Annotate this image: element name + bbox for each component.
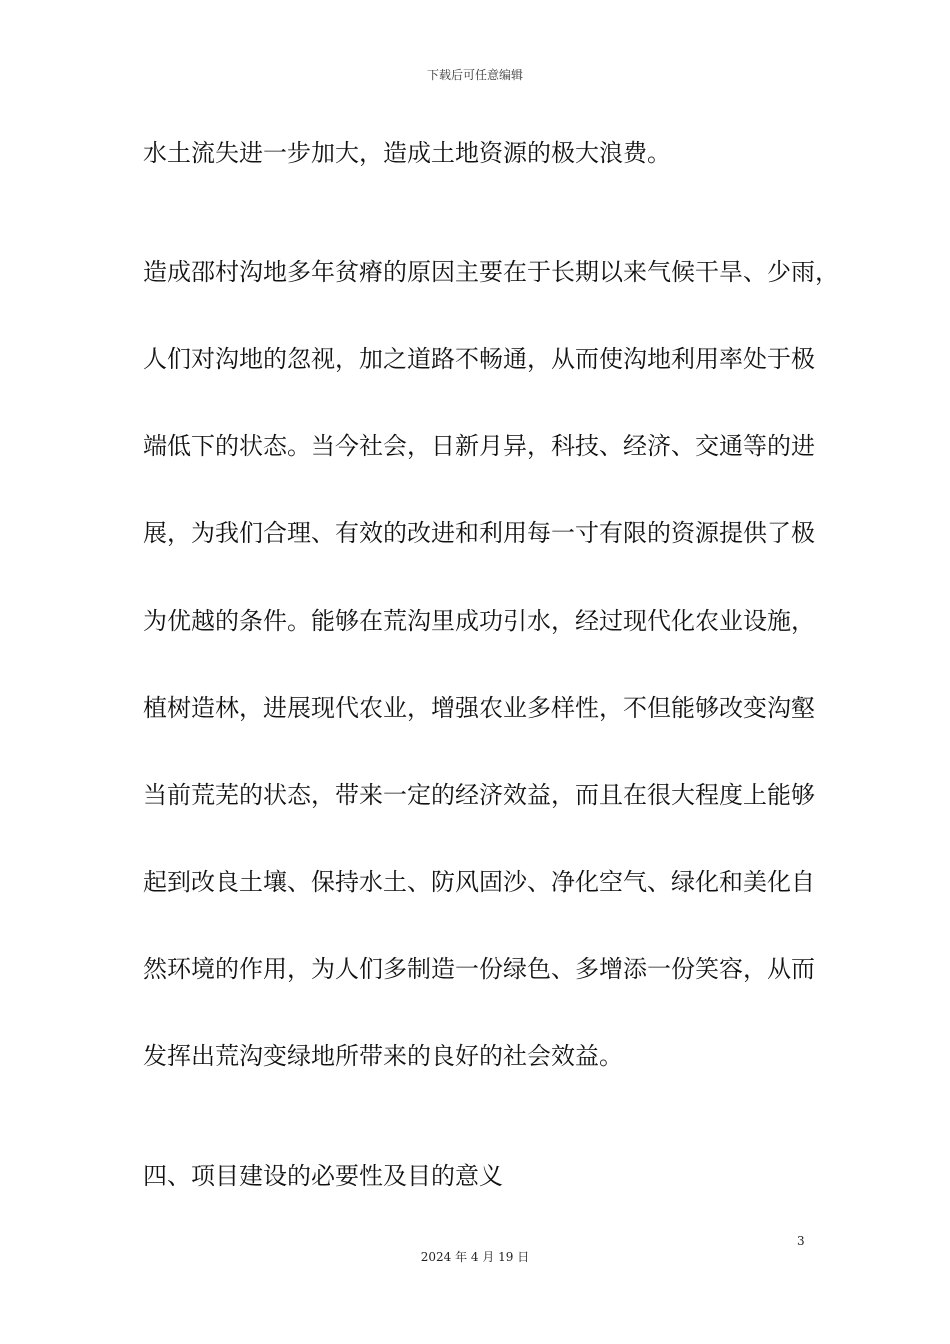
paragraph-line: 展，为我们合理、有效的改进和利用每一寸有限的资源提供了极 (143, 519, 815, 547)
paragraph-line: 造成邵村沟地多年贫瘠的原因主要在于长期以来气候干旱、少雨， (143, 258, 839, 286)
section-heading: 四、项目建设的必要性及目的意义 (143, 1162, 503, 1190)
paragraph-line: 然环境的作用，为人们多制造一份绿色、多增添一份笑容，从而 (143, 955, 815, 983)
paragraph-line: 人们对沟地的忽视，加之道路不畅通，从而使沟地利用率处于极 (143, 345, 815, 373)
paragraph-line: 当前荒芜的状态，带来一定的经济效益，而且在很大程度上能够 (143, 781, 815, 809)
paragraph-line: 起到改良土壤、保持水土、防风固沙、净化空气、绿化和美化自 (143, 868, 815, 896)
page-header: 下载后可任意编辑 (426, 68, 523, 82)
paragraph-line: 植树造林，进展现代农业，增强农业多样性，不但能够改变沟壑 (143, 694, 815, 722)
paragraph-line: 端低下的状态。当今社会，日新月异，科技、经济、交通等的进 (143, 432, 815, 460)
paragraph-line: 为优越的条件。能够在荒沟里成功引水，经过现代化农业设施， (143, 607, 815, 635)
page-number: 3 (797, 1234, 805, 1248)
footer-date: 2024 年 4 月 19 日 (420, 1250, 530, 1264)
paragraph-line: 水土流失进一步加大，造成土地资源的极大浪费。 (143, 139, 671, 167)
paragraph-line: 发挥出荒沟变绿地所带来的良好的社会效益。 (143, 1042, 623, 1070)
